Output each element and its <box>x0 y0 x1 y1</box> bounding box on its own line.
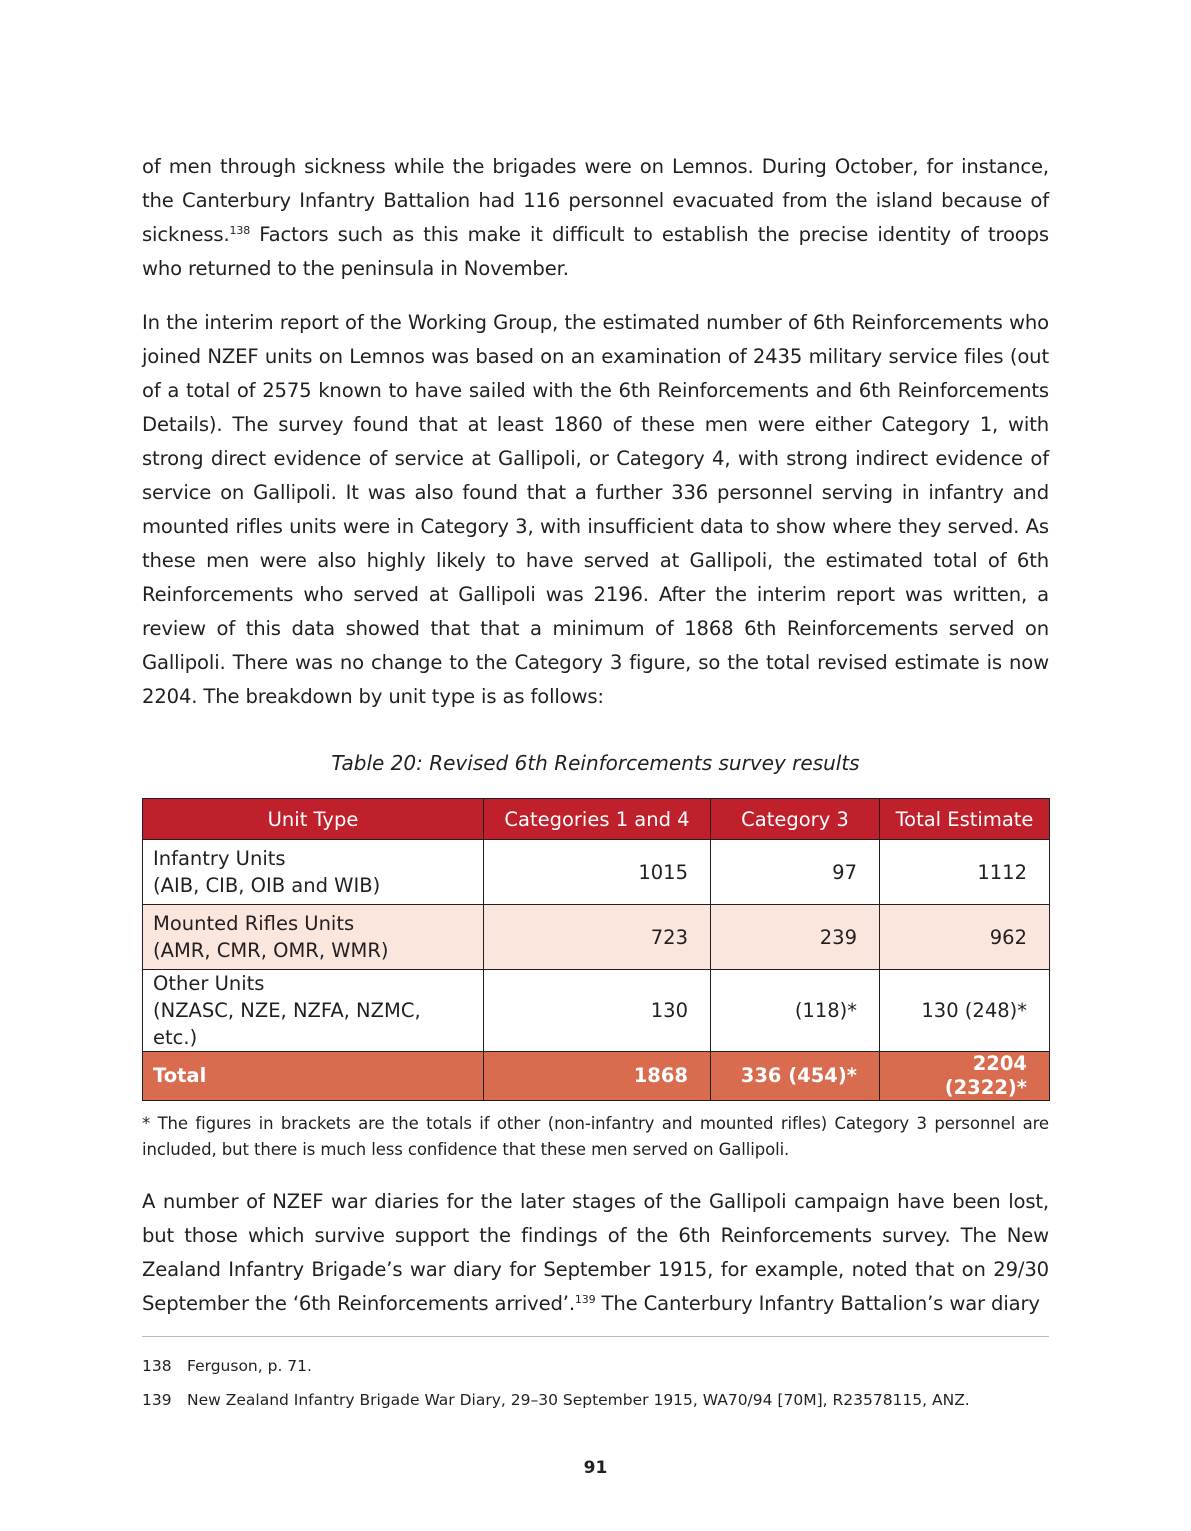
unit-name: Infantry Units <box>153 847 286 870</box>
paragraph-1-text: of men through sickness while the brigades were on Lemnos. During October, for instance, the Canterbury Infantry Battalion had 116 personnel evacuated from the island because of sickness. <box>142 155 1049 246</box>
table-note: * The figures in brackets are the totals if other (non-infantry and mounted rifles) Category 3 personnel are included, but there is much less confidence that these men served on Gallipoli. <box>142 1114 1049 1159</box>
table-row <box>143 905 1050 970</box>
header-category-3: Category 3 <box>711 799 880 840</box>
footnote-138 <box>142 1356 312 1376</box>
footnote-number: 139 <box>142 1391 172 1409</box>
total-cat14: 1868 <box>484 1052 711 1101</box>
footnote-divider <box>142 1336 1049 1337</box>
total-estimate: 2204 (2322)* <box>880 1052 1050 1101</box>
header-total-estimate: Total Estimate <box>880 799 1050 840</box>
header-categories-1-4: Categories 1 and 4 <box>484 799 711 840</box>
unit-name: Mounted Rifles Units <box>153 912 355 935</box>
total-cell: 1112 <box>880 840 1050 905</box>
paragraph-3-text: A number of NZEF war diaries for the later stages of the Gallipoli campaign have been lost, but those which survive support the findings of the 6th Reinforcements survey. The New Zealand Infantry Brigade’s war diary for September 1915, for example, noted that on 29/30 September the ‘6th Reinforcements arrived’. <box>142 1190 1049 1315</box>
total-cell: 962 <box>880 905 1050 970</box>
cat3-cell: 239 <box>711 905 880 970</box>
cat14-cell: 1015 <box>484 840 711 905</box>
paragraph-3 <box>142 1185 1049 1321</box>
unit-type-cell <box>143 905 484 970</box>
total-cell: 130 (248)* <box>880 970 1050 1052</box>
unit-list: (AMR, CMR, OMR, WMR) <box>153 939 389 962</box>
footnote-text: Ferguson, p. 71. <box>187 1357 312 1375</box>
footnote-139 <box>142 1390 970 1410</box>
unit-name: Other Units <box>153 972 265 995</box>
table-total-row <box>143 1052 1050 1101</box>
survey-results-table <box>142 798 1050 1101</box>
footnote-text: New Zealand Infantry Brigade War Diary, 29–30 September 1915, WA70/94 [70M], R23578115, ANZ. <box>187 1391 970 1409</box>
footnote-number: 138 <box>142 1357 172 1375</box>
cat3-cell: 97 <box>711 840 880 905</box>
cat14-cell: 130 <box>484 970 711 1052</box>
cat14-cell: 723 <box>484 905 711 970</box>
paragraph-1 <box>142 150 1049 286</box>
paragraph-1-text-cont: Factors such as this make it difficult to establish the precise identity of troops who returned to the peninsula in November. <box>142 223 1049 280</box>
cat3-cell: (118)* <box>711 970 880 1052</box>
table-header-row <box>143 799 1050 840</box>
table-row <box>143 840 1050 905</box>
paragraph-2: In the interim report of the Working Group, the estimated number of 6th Reinforcements who joined NZEF units on Lemnos was based on an examination of 2435 military service files (out of a total of 2575 known to have sailed with the 6th Reinforcements and 6th Reinforcements Details). The survey found that at least 1860 of these men were either Category 1, with strong direct evidence of service at Gallipoli, or Category 4, with strong indirect evidence of service on Gallipoli. It was also found that a further 336 personnel serving in infantry and mounted rifles units were in Category 3, with insufficient data to show where they served. As these men were also highly likely to have served at Gallipoli, the estimated total of 6th Reinforcements who served at Gallipoli was 2196. After the interim report was written, a review of this data showed that that a minimum of 1868 6th Reinforcements served on Gallipoli. There was no change to the Category 3 figure, so the total revised estimate is now 2204. The breakdown by unit type is as follows: <box>142 311 1049 708</box>
table-row <box>143 970 1050 1052</box>
page-body <box>142 150 1049 1321</box>
unit-type-cell <box>143 840 484 905</box>
table-caption: Table 20: Revised 6th Reinforcements survey results <box>331 751 860 775</box>
unit-list: (NZASC, NZE, NZFA, NZMC, etc.) <box>153 999 421 1049</box>
footnote-ref-139[interactable]: 139 <box>574 1293 596 1306</box>
page-number: 91 <box>583 1458 608 1478</box>
total-cat3: 336 (454)* <box>711 1052 880 1101</box>
unit-type-cell <box>143 970 484 1052</box>
total-label: Total <box>143 1052 484 1101</box>
unit-list: (AIB, CIB, OIB and WIB) <box>153 874 381 897</box>
paragraph-3-text-cont: The Canterbury Infantry Battalion’s war diary <box>595 1292 1040 1315</box>
header-unit-type: Unit Type <box>143 799 484 840</box>
footnote-ref-138[interactable]: 138 <box>229 224 251 237</box>
